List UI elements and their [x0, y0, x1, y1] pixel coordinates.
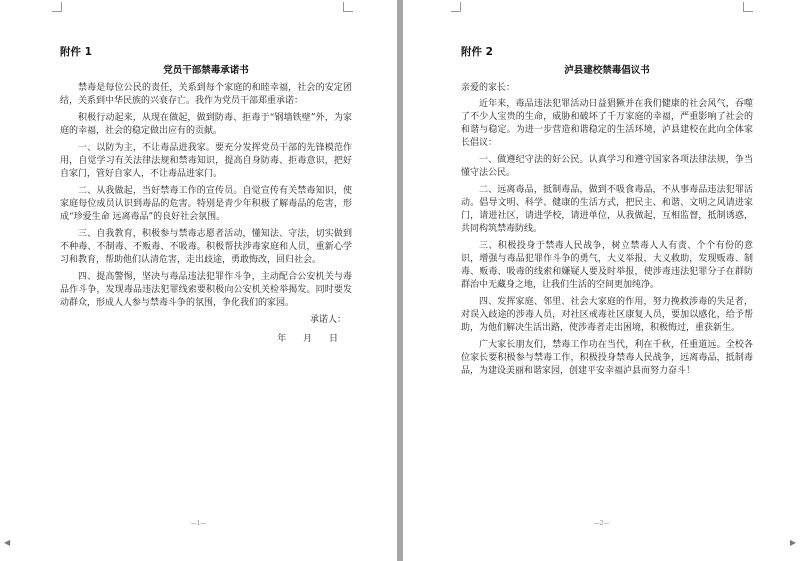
page-number: —1—	[190, 520, 207, 527]
body-paragraph: 一、做遵纪守法的好公民。认真学习和遵守国家各项法律法规，争当懂守法公民。	[461, 155, 753, 178]
body-paragraph: 二、远离毒品，抵制毒品，做到不吸食毒品，不从事毒品违法犯罪活动。倡导文明、科学、健康的生活方式，把民主、和谐、文明之风请进家门，请进社区，请进学校，请进单位，从我做起，互相监督，抵制诱惑，共同构筑禁毒防线。	[461, 185, 753, 234]
crop-mark-top-right	[743, 2, 753, 12]
salutation: 亲爱的家长：	[461, 83, 516, 93]
annex-label: 附件 1	[60, 46, 92, 58]
crop-mark-top-left	[451, 2, 461, 12]
body-paragraph: 积极行动起来，从现在做起，做到防毒、拒毒于“钢墙铁壁”外，为家庭的幸福，社会的稳定做出应有的贡献。	[60, 113, 352, 136]
document-title: 泸县建校禁毒倡议书	[564, 65, 650, 76]
right-page-content	[461, 46, 753, 382]
body-paragraph: 近年来，毒品违法犯罪活动日益猖獗并在我们健康的社会风气，吞噬了不少人宝贵的生命，威胁和破坏了千万家庭的幸福，严重影响了社会的和谐与稳定。为进一步营造和谐稳定的生活环境，泸县建校在此向全体家长倡议：	[461, 99, 753, 148]
left-page-content	[60, 46, 352, 346]
annex-label: 附件 2	[461, 46, 493, 58]
body-paragraph: 二、从我做起，当好禁毒工作的宣传员。自觉宣传有关禁毒知识，使家庭每位成员认识到毒品的危害。特别是青少年积极了解毒品的危害，形成“珍爱生命 远离毒品”的良好社会氛围。	[60, 186, 352, 222]
page-turn-right-icon[interactable]: ▶	[789, 538, 796, 547]
body-paragraph: 四、发挥家庭、邻里、社会大家庭的作用，努力挽救涉毒的失足者，对误入歧途的涉毒人员，对社区戒毒社区康复人员，要加以感化，给予帮助，为他们解决生活出路，使涉毒者走出困境，积极悔过，重获新生。	[461, 297, 753, 333]
crop-mark-top-left	[52, 2, 62, 12]
document-page-left	[0, 0, 397, 561]
body-paragraph: 三、积极投身于禁毒人民战争，树立禁毒人人有责、个个有份的意识，增强与毒品犯罪作斗争的勇气，大义举报，大义救助，发现贩毒、制毒、贩毒、吸毒的线索和嫌疑人要及时举报，使涉毒违法犯罪分子在群防群治中无藏身之地，让我们生活的空间更加纯净。	[461, 241, 753, 290]
crop-mark-top-right	[343, 2, 353, 12]
body-paragraph: 禁毒是每位公民的责任，关系到每个家庭的和睦幸福，社会的安定团结，关系到中华民族的兴衰存亡。我作为党员干部郑重承诺：	[60, 83, 352, 106]
body-paragraph: 广大家长朋友们，禁毒工作功在当代，利在千秋，任重道远。全校各位家长要积极参与禁毒工作，积极投身禁毒人民战争，远离毒品，抵制毒品，为建设美丽和谐家园，创建平安幸福泸县而努力奋斗！	[461, 340, 753, 376]
date-line: 年 月 日	[277, 334, 338, 344]
page-number: —2—	[593, 520, 610, 527]
signature-line: 承诺人：	[309, 315, 346, 325]
body-paragraph: 一、以防为主，不让毒品进我家。要充分发挥党员干部的先锋模范作用，自觉学习有关法律法规和禁毒知识，提高自身防毒、拒毒意识，把好自家门，管好自家人，不让毒品进家门。	[60, 143, 352, 179]
body-paragraph: 四、提高警惕，坚决与毒品违法犯罪作斗争，主动配合公安机关与毒品作斗争，发现毒品违法犯罪线索要积极向公安机关检举揭发。同时要发动群众，形成人人参与禁毒斗争的氛围，争化我们的家园。	[60, 272, 352, 308]
body-paragraph: 三、自我教育，积极参与禁毒志愿者活动，懂知法、守法，切实做到不种毒、不制毒、不贩毒、不吸毒。积极帮扶涉毒家庭和人员，重新心学习和教育，帮助他们认清危害，走出歧途，勇敢悔改，回归社会。	[60, 229, 352, 265]
document-title: 党员干部禁毒承诺书	[163, 65, 249, 76]
page-turn-left-icon[interactable]: ◀	[4, 538, 11, 547]
document-page-right	[403, 0, 800, 561]
